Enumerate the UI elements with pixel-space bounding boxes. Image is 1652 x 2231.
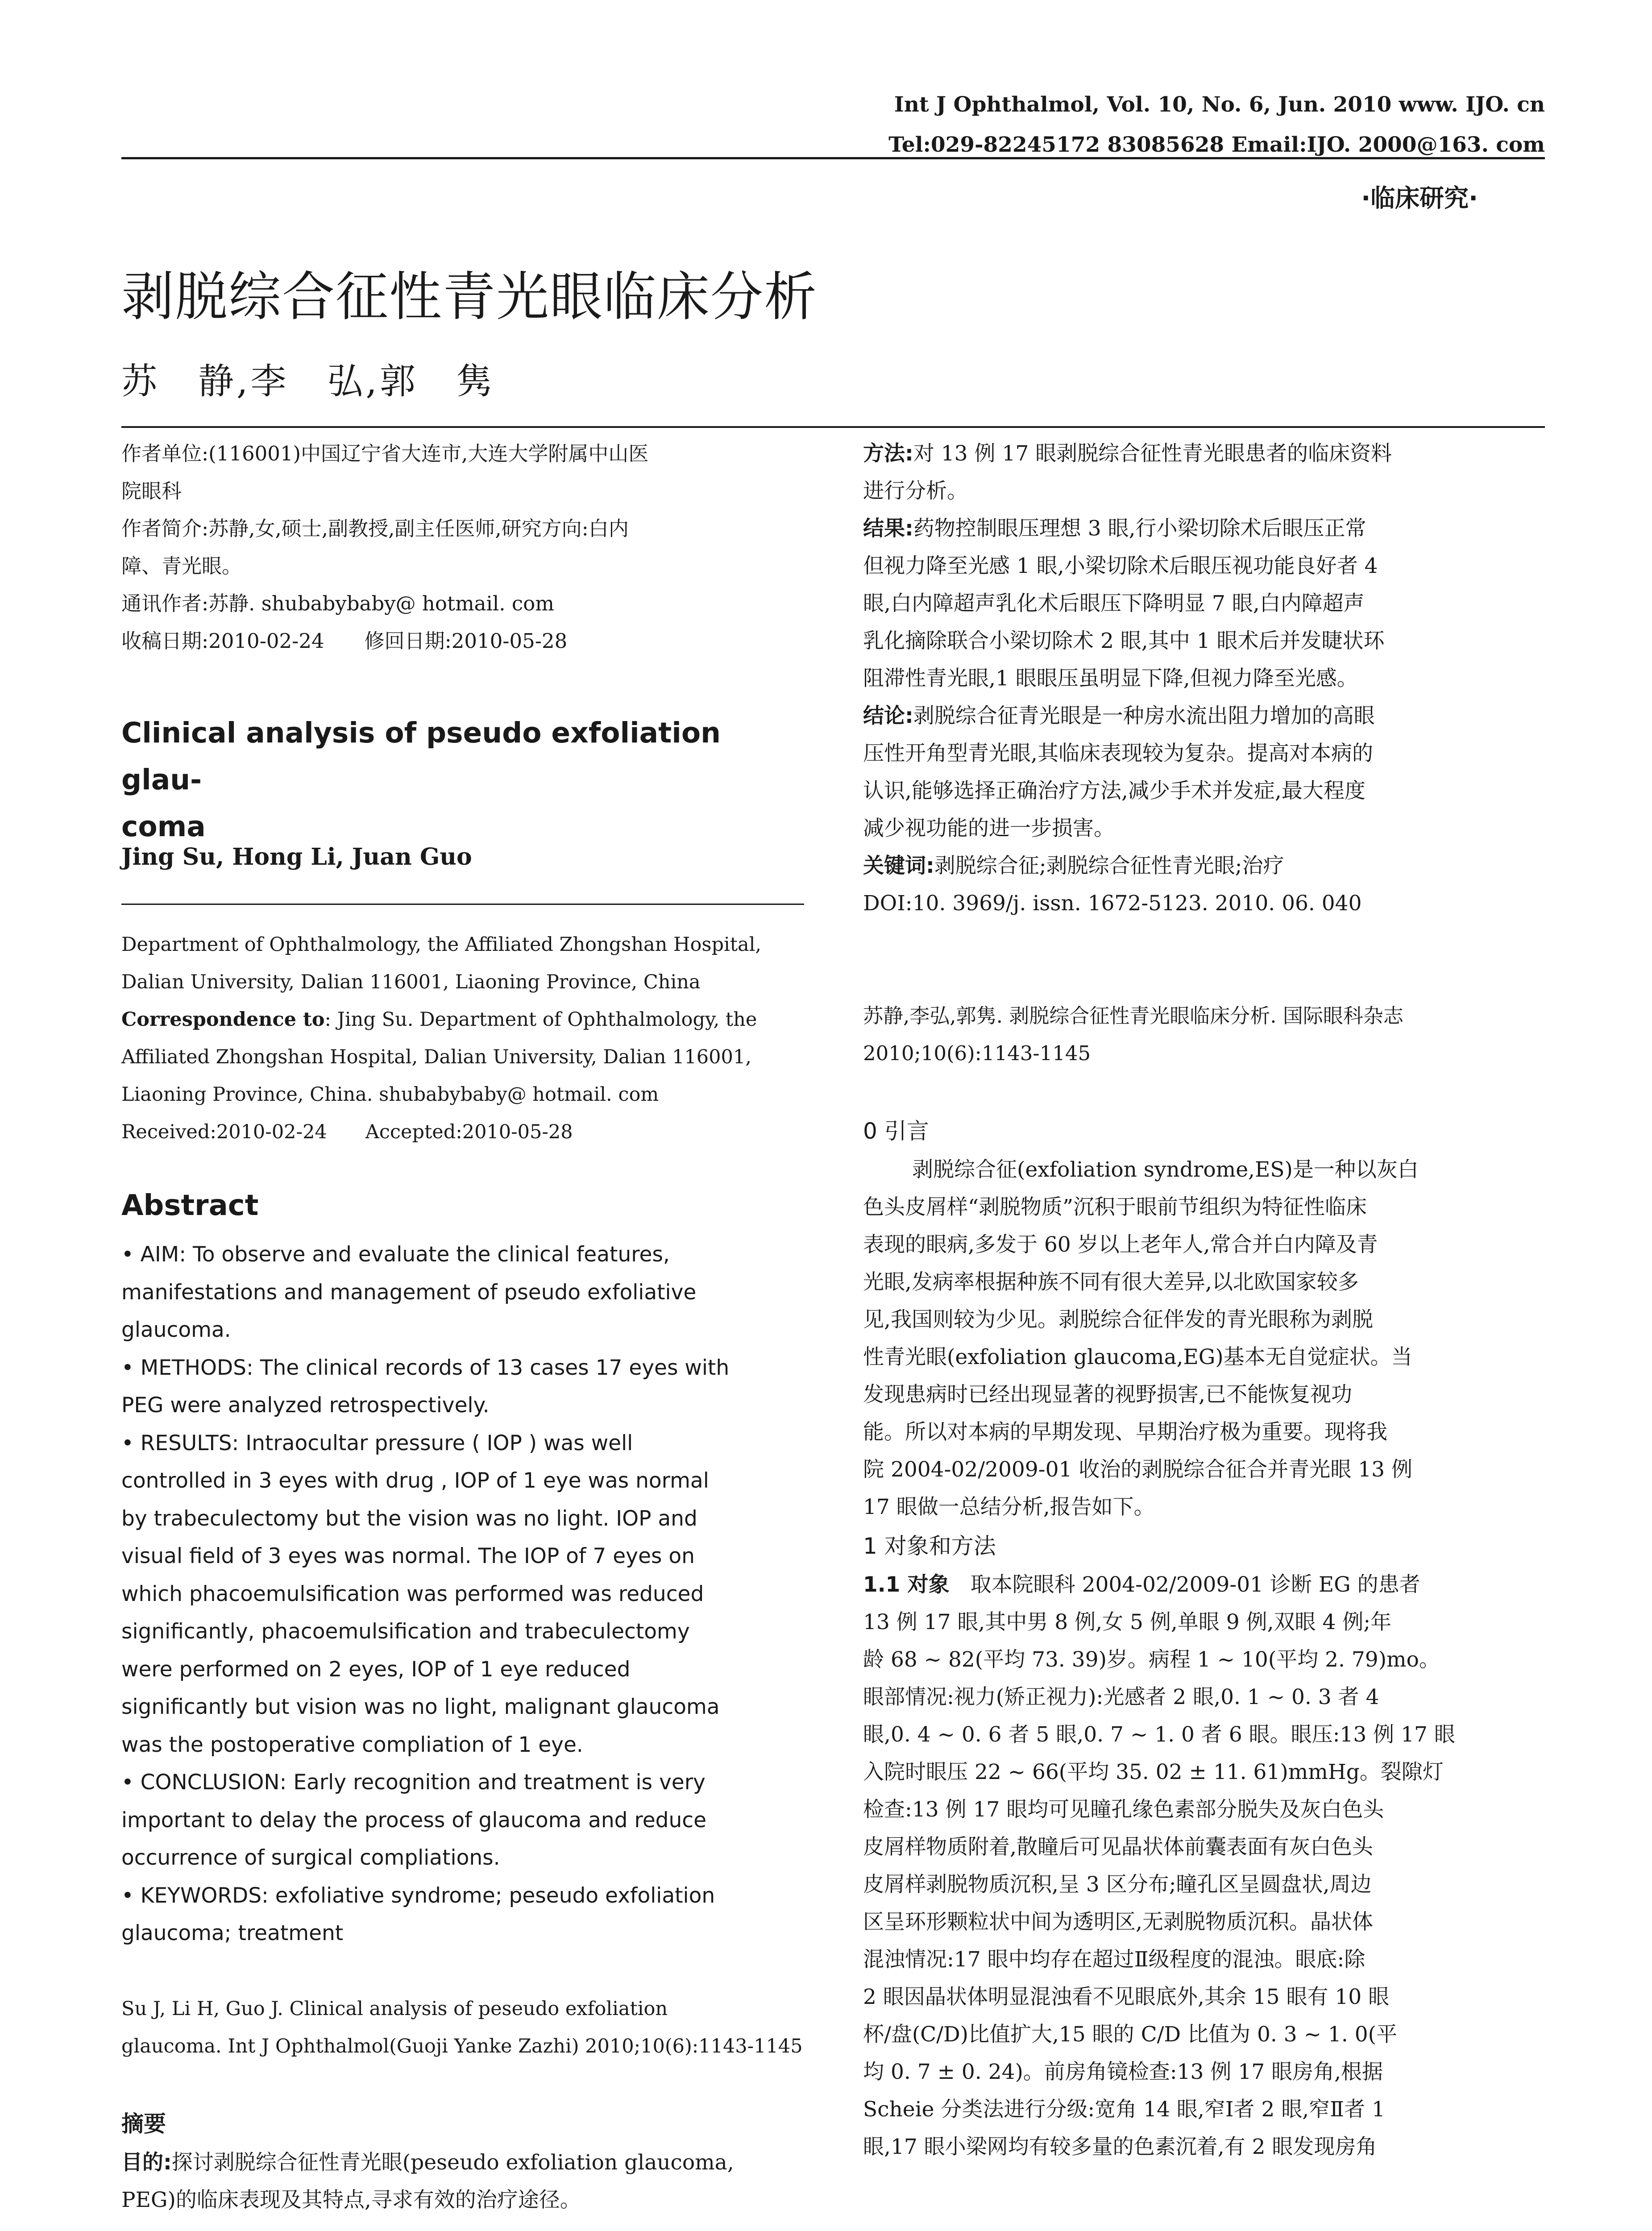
- methods-body: [863, 1566, 1545, 2166]
- received-line: Received:2010-02-24 Accepted:2010-05-28: [121, 1121, 573, 1143]
- conclusion-text: 减少视功能的进一步损害。: [863, 816, 1115, 841]
- english-title-line: coma: [121, 810, 206, 843]
- conclusion-text: 剥脱综合征青光眼是一种房水流出阻力增加的高眼: [913, 704, 1375, 728]
- results-text: 但视力降至光感 1 眼,小梁切除术后眼压视功能良好者 4: [863, 554, 1378, 578]
- abstract-line: by trabeculectomy but the vision was no light. IOP and: [121, 1506, 697, 1531]
- meta-line: 收稿日期:2010-02-24 修回日期:2010-05-28: [121, 629, 568, 653]
- methods-label: 方法:: [863, 441, 913, 466]
- abstract-body: [121, 1236, 804, 1953]
- english-rule: [121, 904, 804, 905]
- methods-line: 13 例 17 眼,其中男 8 例,女 5 例,单眼 9 例,双眼 4 例;年: [863, 1610, 1392, 1634]
- intro-line: 表现的眼病,多发于 60 岁以上老年人,常合并白内障及青: [863, 1232, 1378, 1257]
- aim-text: 探讨剥脱综合征性青光眼(peseudo exfoliation glaucoma,: [171, 2150, 734, 2175]
- methods-line: Scheie 分类法进行分级:宽角 14 眼,窄Ⅰ者 2 眼,窄Ⅱ者 1: [863, 2097, 1385, 2122]
- english-citation: [121, 1990, 804, 2065]
- conclusion-text: 认识,能够选择正确治疗方法,减少手术并发症,最大程度: [863, 779, 1366, 803]
- intro-line: 17 眼做一总结分析,报告如下。: [863, 1495, 1155, 1519]
- header-rule: [121, 157, 1545, 159]
- intro-line: 发现患病时已经出现显著的视野损害,已不能恢复视功: [863, 1382, 1352, 1407]
- abstract-line: controlled in 3 eyes with drug , IOP of 1 eye was normal: [121, 1468, 709, 1493]
- correspondence-line: Liaoning Province, China. shubabybaby@ hotmail. com: [121, 1083, 659, 1106]
- english-affiliation: [121, 926, 804, 1151]
- intro-line: 剥脱综合征(exfoliation syndrome,ES)是一种以灰白: [912, 1157, 1419, 1182]
- methods-line: 2 眼因晶状体明显混浊看不见眼底外,其余 15 眼有 10 眼: [863, 1985, 1390, 2009]
- abstract-line: • METHODS: The clinical records of 13 cases 17 eyes with: [121, 1355, 730, 1380]
- meta-line: 通讯作者:苏静. shubabybaby@ hotmail. com: [121, 592, 554, 615]
- article-title: 剥脱综合征性青光眼临床分析: [121, 266, 818, 328]
- abstract-line: significantly, phacoemulsification and trabeculectomy: [121, 1619, 690, 1644]
- abstract-line: visual field of 3 eyes was normal. The IOP of 7 eyes on: [121, 1544, 695, 1568]
- affiliation-line: Department of Ophthalmology, the Affiliated Zhongshan Hospital,: [121, 933, 762, 956]
- methods-line: 入院时眼压 22 ~ 66(平均 35. 02 ± 11. 61)mmHg。裂隙灯: [863, 1760, 1444, 1784]
- journal-header-line2: Tel:029-82245172 83085628 Email:IJO. 2000@163. com: [888, 133, 1545, 157]
- conclusion-label: 结论:: [863, 704, 913, 728]
- title-rule: [121, 426, 1545, 428]
- keywords-label: 关键词:: [863, 854, 934, 878]
- abstract-line: glaucoma; treatment: [121, 1921, 344, 1945]
- intro-line: 见,我国则较为少见。剥脱综合征伴发的青光眼称为剥脱: [863, 1307, 1373, 1332]
- section-tag: ·临床研究·: [1361, 184, 1478, 212]
- intro-line: 光眼,发病率根据种族不同有很大差异,以北欧国家较多: [863, 1270, 1359, 1294]
- intro-body: [863, 1151, 1545, 1526]
- abstract-line: • CONCLUSION: Early recognition and treatment is very: [121, 1770, 706, 1795]
- doi-line: DOI:10. 3969/j. issn. 1672-5123. 2010. 06. 040: [863, 891, 1362, 916]
- methods-line: 眼部情况:视力(矫正视力):光感者 2 眼,0. 1 ~ 0. 3 者 4: [863, 1685, 1379, 1709]
- journal-header-line1: Int J Ophthalmol, Vol. 10, No. 6, Jun. 2010 www. IJO. cn: [894, 92, 1545, 117]
- abstract-line: • AIM: To observe and evaluate the clinical features,: [121, 1242, 670, 1267]
- aim-text: PEG)的临床表现及其特点,寻求有效的治疗途径。: [121, 2188, 581, 2212]
- correspondence-text: : Jing Su. Department of Ophthalmology, the: [324, 1008, 757, 1031]
- results-text: 眼,白内障超声乳化术后眼压下降明显 7 眼,白内障超声: [863, 591, 1365, 616]
- results-label: 结果:: [863, 516, 913, 541]
- meta-line: 作者单位:(116001)中国辽宁省大连市,大连大学附属中山医: [121, 442, 649, 465]
- abstract-line: were performed on 2 eyes, IOP of 1 eye reduced: [121, 1657, 631, 1682]
- article-authors: 苏 静,李 弘,郭 隽: [121, 361, 495, 402]
- aim-label: 目的:: [121, 2150, 172, 2175]
- results-text: 药物控制眼压理想 3 眼,行小梁切除术后眼压正常: [913, 516, 1366, 541]
- methods-line: 龄 68 ~ 82(平均 73. 39)岁。病程 1 ~ 10(平均 2. 79)mo。: [863, 1647, 1440, 1672]
- citation-line: glaucoma. Int J Ophthalmol(Guoji Yanke Zazhi) 2010;10(6):1143-1145: [121, 2035, 803, 2057]
- citation-line: Su J, Li H, Guo J. Clinical analysis of peseudo exfoliation: [121, 1998, 668, 2020]
- results-text: 阻滞性青光眼,1 眼眼压虽明显下降,但视力降至光感。: [863, 666, 1358, 691]
- methods-line: 检查:13 例 17 眼均可见瞳孔缘色素部分脱失及灰白色头: [863, 1797, 1384, 1822]
- author-meta: [121, 435, 804, 660]
- intro-line: 色头皮屑样“剥脱物质”沉积于眼前节组织为特征性临床: [863, 1195, 1367, 1219]
- english-authors: Jing Su, Hong Li, Juan Guo: [121, 843, 472, 871]
- meta-line: 作者简介:苏静,女,硕士,副教授,副主任医师,研究方向:白内: [121, 517, 629, 540]
- methods-heading: 1 对象和方法: [863, 1533, 996, 1559]
- subsection-label: 1.1 对象: [863, 1572, 950, 1597]
- affiliation-line: Dalian University, Dalian 116001, Liaoning Province, China: [121, 971, 701, 993]
- methods-line: 区呈环形颗粒状中间为透明区,无剥脱物质沉积。晶状体: [863, 1910, 1373, 1934]
- methods-line: 眼,17 眼小梁网均有较多量的色素沉着,有 2 眼发现房角: [863, 2135, 1377, 2159]
- citation-line: 苏静,李弘,郭隽. 剥脱综合征性青光眼临床分析. 国际眼科杂志: [863, 1004, 1403, 1028]
- correspondence-line: Affiliated Zhongshan Hospital, Dalian University, Dalian 116001,: [121, 1046, 751, 1068]
- abstract-heading: Abstract: [121, 1189, 259, 1222]
- abstract-line: • KEYWORDS: exfoliative syndrome; peseudo exfoliation: [121, 1883, 715, 1908]
- intro-line: 性青光眼(exfoliation glaucoma,EG)基本无自觉症状。当: [863, 1345, 1412, 1369]
- methods-line: 杯/盘(C/D)比值扩大,15 眼的 C/D 比值为 0. 3 ~ 1. 0(平: [863, 2022, 1397, 2047]
- english-title: [121, 709, 804, 850]
- journal-header: [742, 85, 1545, 165]
- methods-line: 混浊情况:17 眼中均存在超过Ⅱ级程度的混浊。眼底:除: [863, 1947, 1366, 1972]
- meta-line: 院眼科: [121, 479, 182, 503]
- keywords-text: 剥脱综合征;剥脱综合征性青光眼;治疗: [934, 854, 1284, 878]
- correspondence-line: [121, 1001, 804, 1038]
- intro-heading: 0 引言: [863, 1118, 929, 1144]
- abstract-line: was the postoperative compliation of 1 eye.: [121, 1732, 583, 1757]
- abstract-line: important to delay the process of glaucoma and reduce: [121, 1808, 707, 1833]
- meta-line: 障、青光眼。: [121, 554, 242, 578]
- abstract-line: glaucoma.: [121, 1318, 231, 1342]
- chinese-abstract-body: [121, 2144, 804, 2219]
- methods-line: 皮屑样剥脱物质沉积,呈 3 区分布;瞳孔区呈圆盘状,周边: [863, 1872, 1372, 1897]
- abstract-line: significantly but vision was no light, malignant glaucoma: [121, 1695, 720, 1719]
- results-text: 乳化摘除联合小梁切除术 2 眼,其中 1 眼术后并发睫状环: [863, 629, 1385, 653]
- chinese-citation: [863, 997, 1545, 1072]
- english-title-line: Clinical analysis of pseudo exfoliation glau-: [121, 717, 721, 796]
- abstract-line: occurrence of surgical compliations.: [121, 1845, 500, 1870]
- abstract-line: which phacoemulsification was performed was reduced: [121, 1581, 704, 1606]
- methods-text: 进行分析。: [863, 479, 968, 503]
- methods-line: 取本院眼科 2004-02/2009-01 诊断 EG 的患者: [970, 1572, 1420, 1597]
- abstract-line: • RESULTS: Intraocultar pressure ( IOP ) was well: [121, 1431, 633, 1456]
- conclusion-text: 压性开角型青光眼,其临床表现较为复杂。提高对本病的: [863, 741, 1373, 766]
- intro-line: 能。所以对本病的早期发现、早期治疗极为重要。现将我: [863, 1420, 1387, 1444]
- methods-line: 眼,0. 4 ~ 0. 6 者 5 眼,0. 7 ~ 1. 0 者 6 眼。眼压:13 例 17 眼: [863, 1722, 1455, 1747]
- citation-line: 2010;10(6):1143-1145: [863, 1041, 1091, 1065]
- intro-line: 院 2004-02/2009-01 收治的剥脱综合征合并青光眼 13 例: [863, 1457, 1412, 1482]
- abstract-line: manifestations and management of pseudo exfoliative: [121, 1280, 697, 1305]
- methods-line: 皮屑样物质附着,散瞳后可见晶状体前囊表面有灰白色头: [863, 1835, 1373, 1859]
- methods-text: 对 13 例 17 眼剥脱综合征性青光眼患者的临床资料: [913, 441, 1392, 466]
- abstract-line: PEG were analyzed retrospectively.: [121, 1393, 490, 1418]
- chinese-abstract-heading: 摘要: [121, 2111, 166, 2137]
- methods-line: 均 0. 7 ± 0. 24)。前房角镜检查:13 例 17 眼房角,根据: [863, 2060, 1383, 2084]
- correspondence-label: Correspondence to: [121, 1008, 325, 1031]
- chinese-abstract-continued: [863, 435, 1545, 922]
